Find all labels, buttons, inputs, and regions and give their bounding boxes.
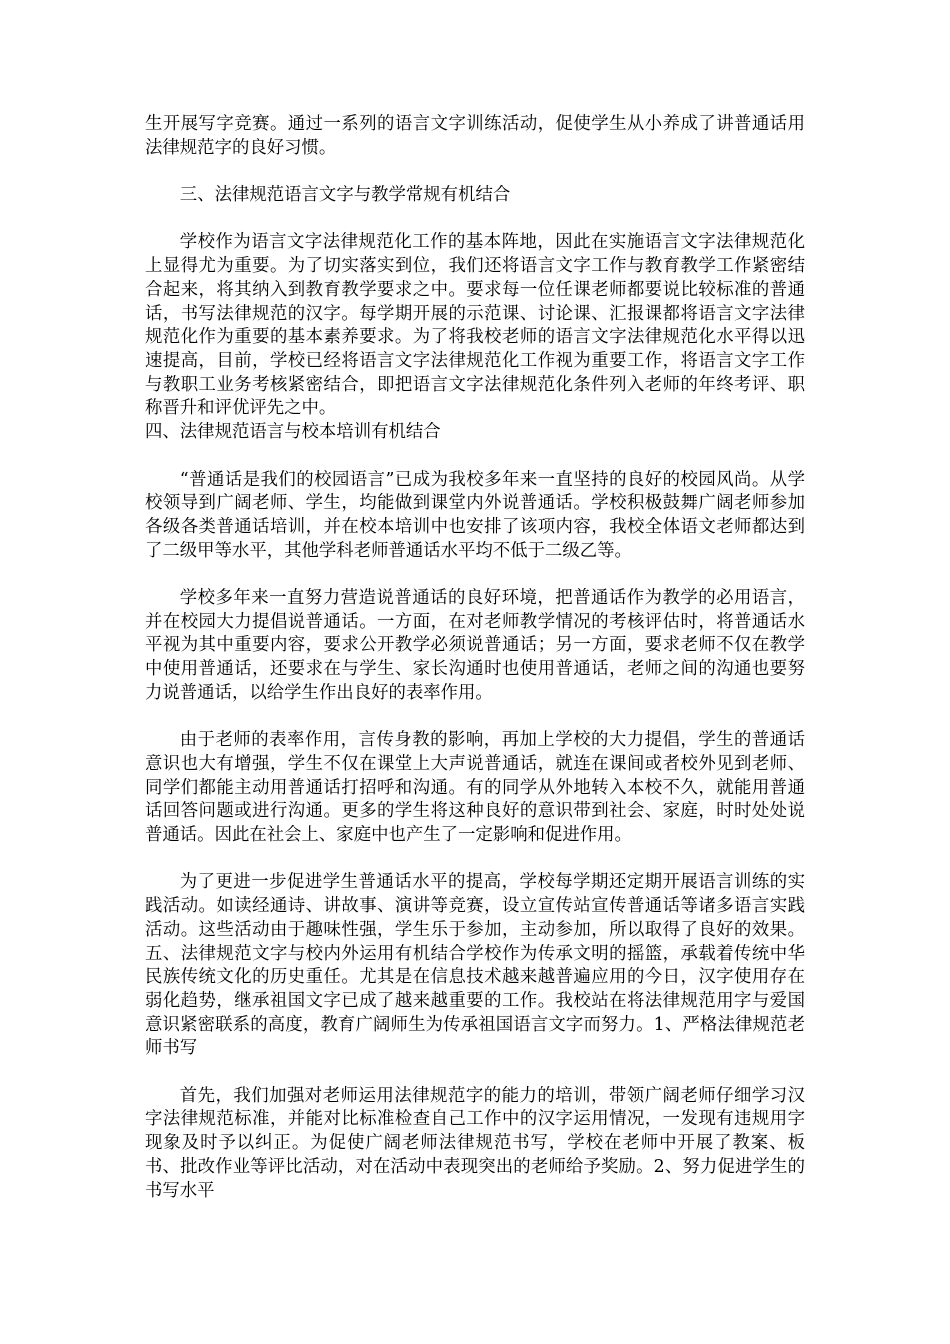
paragraph-2: 学校作为语言文字法律规范化工作的基本阵地，因此在实施语言文字法律规范化上显得尤为重要。为了切实落实到位，我们还将语言文字工作与教育教学工作紧密结合起来，将其纳入到教育教学要求之中。要求每一位任课老师都要说比较标准的普通话，书写法律规范的汉字。每学期开展的示范课、讨论课、汇报课都将语言文字法律规范化作为重要的基本素养要求。为了将我校老师的语言文字法律规范化水平得以迅速提高，目前，学校已经将语言文字法律规范化工作视为重要工作，将语言文字工作与教职工业务考核紧密结合，即把语言文字法律规范化条件列入老师的年终考评、职称晋升和评优评先之中。	[145, 232, 805, 419]
section-heading-3: 三、法律规范语言文字与教学常规有机结合	[179, 185, 511, 206]
paragraph-6: 为了更进一步促进学生普通话水平的提高，学校每学期还定期开展语言训练的实践活动。如读经通诗、讲故事、演讲等竞赛，设立宣传站宣传普通话等诸多语言实践活动。这些活动由于趣味性强，学生乐于参加，主动参加，所以取得了良好的效果。五、法律规范文字与校内外运用有机结合学校作为传承文明的摇篮，承载着传统中华民族传统文化的历史重任。尤其是在信息技术越来越普遍应用的今日，汉字使用存在弱化趋势，继承祖国文字已成了越来越重要的工作。我校站在将法律规范用字与爱国意识紧密联系的高度，教育广阔师生为传承祖国语言文字而努力。1、严格法律规范老师书写	[145, 872, 805, 1059]
document-body	[145, 113, 805, 1203]
paragraph-5: 由于老师的表率作用，言传身教的影响，再加上学校的大力提倡，学生的普通话意识也大有增强，学生不仅在课堂上大声说普通话，就连在课间或者校外见到老师、同学们都能主动用普通话打招呼和沟通。有的同学从外地转入本校不久，就能用普通话回答问题或进行沟通。更多的学生将这种良好的意识带到社会、家庭，时时处处说普通话。因此在社会上、家庭中也产生了一定影响和促进作用。	[145, 730, 805, 846]
paragraph-7: 首先，我们加强对老师运用法律规范字的能力的培训，带领广阔老师仔细学习汉字法律规范标准，并能对比标准检查自己工作中的汉字运用情况，一发现有违规用字现象及时予以纠正。为促使广阔老师法律规范书写，学校在老师中开展了教案、板书、批改作业等评比活动，对在活动中表现突出的老师给予奖励。2、努力促进学生的书写水平	[145, 1085, 805, 1201]
paragraph-3: “普通话是我们的校园语言”已成为我校多年来一直坚持的良好的校园风尚。从学校领导到广阔老师、学生，均能做到课堂内外说普通话。学校积极鼓舞广阔老师参加各级各类普通话培训，并在校本培训中也安排了该项内容，我校全体语文老师都达到了二级甲等水平，其他学科老师普通话水平均不低于二级乙等。	[145, 469, 805, 561]
paragraph-1: 生开展写字竞赛。通过一系列的语言文字训练活动，促使学生从小养成了讲普通话用法律规范字的良好习惯。	[145, 114, 805, 158]
paragraph-4: 学校多年来一直努力营造说普通话的良好环境，把普通话作为教学的必用语言，并在校园大力提倡说普通话。一方面，在对老师教学情况的考核评估时，将普通话水平视为其中重要内容，要求公开教学必须说普通话；另一方面，要求老师不仅在教学中使用普通话，还要求在与学生、家长沟通时也使用普通话，老师之间的沟通也要努力说普通话，以给学生作出良好的表率作用。	[145, 588, 805, 703]
section-heading-4: 四、法律规范语言与校本培训有机结合	[145, 422, 441, 443]
